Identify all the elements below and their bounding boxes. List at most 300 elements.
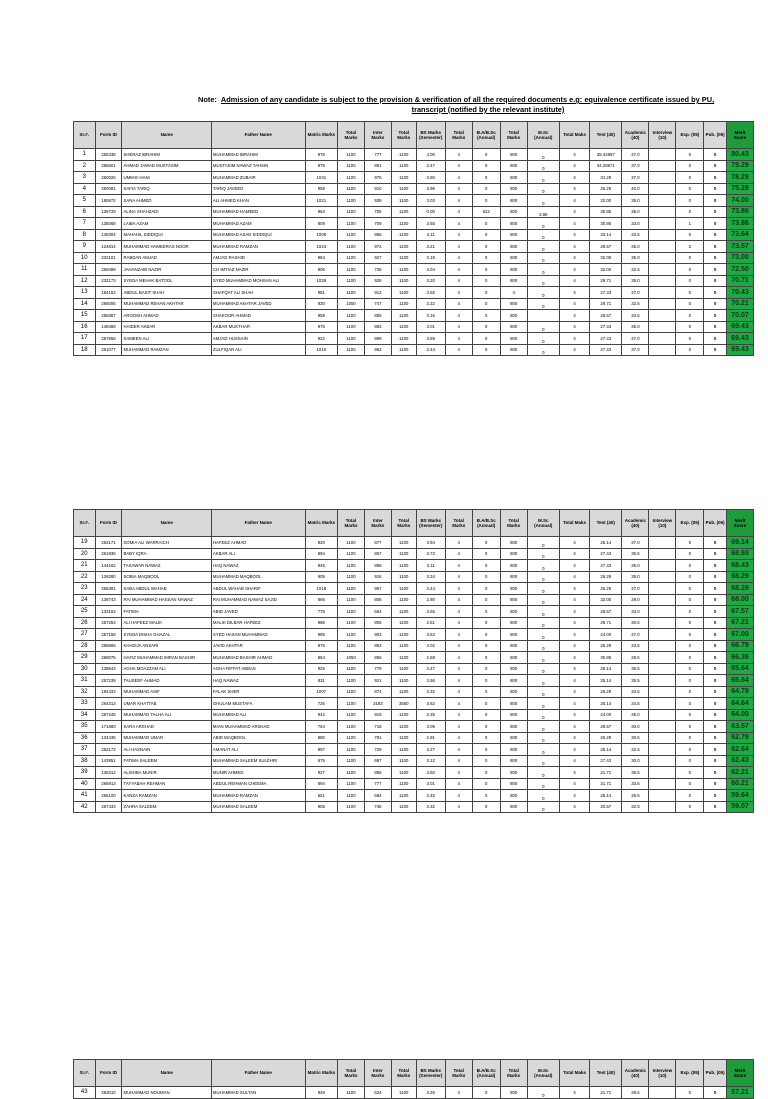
cell-exp: 0 [676,333,704,345]
cell-academic: 33.0 [622,606,649,618]
table-row [74,344,754,356]
cell-academic: 35.0 [622,571,649,583]
cell-msc: 0 [527,172,559,184]
cell-interview [649,548,676,560]
cell-matric-marks: 864 [305,652,337,664]
cell-matric-total: 1100 [338,640,365,652]
cell-pub: 0 [704,149,727,161]
cell-bs-marks: 3.69 [416,333,445,345]
cell-exp: 0 [676,310,704,322]
table-row [74,275,754,287]
cell-msc: 0 [527,287,559,299]
cell-father-name: HAQ NAWAZ [211,675,305,687]
cell-sr-no: 28 [74,640,96,652]
cell-matric-marks: 866 [305,594,337,606]
cell-inter-total: 1100 [391,744,416,756]
cell-exp: 0 [676,172,704,184]
cell-matric-marks: 1010 [305,344,337,356]
cell-academic: 28.5 [622,652,649,664]
cell-inter-marks: 927 [364,252,391,264]
cell-msc-total: 4 [559,229,589,241]
cell-ba-bsc: 0 [472,652,500,664]
cell-merit-score: 73.86 [726,206,753,218]
cell-pub: 0 [704,594,727,606]
cell-ba-total: 800 [500,732,527,744]
cell-merit-score: 65.64 [726,663,753,675]
cell-pub: 0 [704,183,727,195]
cell-merit-score: 64.00 [726,709,753,721]
cell-msc-total: 4 [559,640,589,652]
cell-inter-total: 1100 [391,229,416,241]
cell-msc: 0 [527,778,559,790]
cell-ba-total: 800 [500,594,527,606]
cell-test: 21.71 [590,767,622,779]
cell-form-id: 256391 [95,583,122,595]
column-header-sr-no: Sr.#. [74,122,96,149]
cell-interview [649,229,676,241]
cell-sr-no: 21 [74,560,96,572]
cell-matric-marks: 984 [305,252,337,264]
cell-msc-total: 4 [559,594,589,606]
cell-inter-marks: 755 [364,206,391,218]
column-header-interview: Interview (10) [649,122,676,149]
cell-name: TAYYABAH REHMAN [122,778,211,790]
cell-form-id: 171880 [95,721,122,733]
cell-sr-no: 6 [74,206,96,218]
cell-msc-total: 4 [559,149,589,161]
cell-test: 21.71 [590,778,622,790]
cell-inter-marks: 916 [364,571,391,583]
cell-name: RAI MUHAMMAD HASSAN NAWAZ [122,594,211,606]
cell-interview [649,252,676,264]
cell-matric-total: 1100 [338,264,365,276]
cell-interview [649,344,676,356]
cell-inter-total: 1100 [391,160,416,172]
cell-sr-no: 7 [74,218,96,230]
cell-academic: 33.5 [622,310,649,322]
column-header-matric-total: Total Marks [338,510,365,537]
cell-ba-bsc: 0 [472,617,500,629]
table-row [74,767,754,779]
cell-pub: 0 [704,560,727,572]
cell-ba-bsc: 0 [472,744,500,756]
cell-bs-marks: 3.44 [416,583,445,595]
cell-bs-marks: 3.50 [416,172,445,184]
cell-msc-total: 4 [559,663,589,675]
cell-msc-total: 4 [559,767,589,779]
cell-pub: 0 [704,537,727,549]
cell-academic: 37.0 [622,149,649,161]
cell-academic: 35.0 [622,206,649,218]
cell-exp: 0 [676,344,704,356]
cell-interview [649,183,676,195]
table-row [74,218,754,230]
cell-name: AGHA MOAZZAM ALI [122,663,211,675]
cell-form-id: 255601 [95,160,122,172]
cell-msc-total: 4 [559,675,589,687]
cell-matric-marks: 945 [305,560,337,572]
cell-exp: 0 [676,252,704,264]
cell-form-id: 255565 [95,640,122,652]
cell-matric-total: 1100 [338,206,365,218]
cell-bs-marks: 3.47 [416,663,445,675]
cell-matric-marks: 981 [305,287,337,299]
cell-inter-total: 1100 [391,617,416,629]
cell-pub: 0 [704,275,727,287]
admission-note [198,95,738,115]
cell-matric-total: 1100 [338,183,365,195]
column-header-form-id: Form ID [95,1060,122,1087]
cell-father-name: CH IMTIAZ NAZIR [211,264,305,276]
cell-exp: 0 [676,149,704,161]
cell-interview [649,287,676,299]
cell-msc: 0 [527,149,559,161]
cell-ba-bsc: 0 [472,767,500,779]
cell-interview [649,206,676,218]
cell-inter-total: 1100 [391,778,416,790]
cell-pub: 0 [704,663,727,675]
cell-academic: 37.0 [622,344,649,356]
cell-academic: 35.0 [622,321,649,333]
cell-ba-bsc: 0 [472,801,500,813]
table-row [74,172,754,184]
table-row [74,160,754,172]
column-header-matric-marks: Matric Marks [305,510,337,537]
cell-ba-bsc: 0 [472,264,500,276]
column-header-exp: Exp. (05) [676,122,704,149]
cell-name: ALINA SHAHZADI [122,206,211,218]
cell-sr-no: 5 [74,195,96,207]
cell-ba-total: 800 [500,606,527,618]
cell-inter-total: 1100 [391,206,416,218]
cell-pub: 0 [704,252,727,264]
column-header-pub: Pub. (05) [704,122,727,149]
cell-bs-total: 4 [445,709,472,721]
cell-form-id: 267433 [95,801,122,813]
cell-pub: 0 [704,298,727,310]
cell-merit-score: 75.29 [726,183,753,195]
cell-pub: 0 [704,287,727,299]
cell-test: 34.28571 [590,160,622,172]
cell-bs-marks: 2.81 [416,617,445,629]
table-row [74,310,754,322]
cell-test: 30.86 [590,218,622,230]
table-row [74,652,754,664]
cell-inter-total: 1100 [391,560,416,572]
column-header-ba-bsc: B.A/B.Sc (Annual) [472,510,500,537]
cell-form-id: 138743 [95,594,122,606]
cell-test: 26.29 [590,583,622,595]
cell-father-name: ZULFIQAR ALI [211,344,305,356]
cell-inter-total: 1100 [391,321,416,333]
cell-bs-total: 4 [445,583,472,595]
cell-sr-no: 42 [74,801,96,813]
cell-bs-total: 4 [445,640,472,652]
column-header-inter-marks: Inter Marks [364,122,391,149]
cell-msc: 0 [527,195,559,207]
cell-academic: 30.5 [622,617,649,629]
cell-father-name: SHAKOOR AHMAD [211,310,305,322]
cell-msc-total: 4 [559,571,589,583]
cell-matric-marks: 997 [305,744,337,756]
cell-inter-total: 1100 [391,790,416,802]
cell-name: ZAHRA SALEEM [122,801,211,813]
cell-merit-score: 68.93 [726,548,753,560]
table-row [74,583,754,595]
cell-exp: 0 [676,321,704,333]
cell-ba-total: 800 [500,149,527,161]
table-row [74,1087,754,1099]
cell-ba-total: 800 [500,790,527,802]
cell-ba-bsc: 0 [472,344,500,356]
cell-interview [649,310,676,322]
cell-father-name: MUHAMMAD BASHIR AHMAD [211,652,305,664]
cell-form-id: 194333 [95,686,122,698]
cell-pub: 0 [704,744,727,756]
cell-msc: 0 [527,617,559,629]
cell-test: 20.57 [590,801,622,813]
cell-sr-no: 1 [74,149,96,161]
cell-form-id: 262171 [95,537,122,549]
cell-father-name: ABID MAQBOOL [211,732,305,744]
cell-msc: 0 [527,548,559,560]
cell-msc: 0 [527,629,559,641]
column-header-msc-total: Total Maks [559,122,589,149]
column-header-academic: Academic (40) [622,122,649,149]
cell-academic: 32.5 [622,298,649,310]
cell-inter-marks: 867 [364,548,391,560]
cell-father-name: MUHAMMAD ALI [211,709,305,721]
cell-merit-score: 74.00 [726,195,753,207]
cell-father-name: MUHAMMAD RAMZAN [211,241,305,253]
cell-form-id: 133163 [95,606,122,618]
cell-test: 26.29 [590,732,622,744]
cell-name: MUHAMMAD NOUMAN [122,1087,211,1099]
cell-matric-marks: 849 [305,1087,337,1099]
cell-academic: 35.0 [622,275,649,287]
cell-test: 33.14 [590,229,622,241]
cell-inter-total: 1100 [391,241,416,253]
cell-test: 25.14 [590,537,622,549]
cell-academic: 35.5 [622,548,649,560]
table-row [74,721,754,733]
cell-msc-total: 4 [559,264,589,276]
cell-test: 24.00 [590,709,622,721]
cell-matric-marks: 1007 [305,686,337,698]
table-row [74,801,754,813]
cell-form-id: 257165 [95,629,122,641]
cell-test: 29.71 [590,617,622,629]
cell-ba-bsc: 0 [472,183,500,195]
cell-interview [649,172,676,184]
cell-inter-marks: 746 [364,801,391,813]
column-header-merit-score: Merit Score [726,510,753,537]
cell-name: AROOSH AHMAD [122,310,211,322]
column-header-exp: Exp. (05) [676,1060,704,1087]
cell-ba-total: 800 [500,778,527,790]
cell-bs-total: 4 [445,663,472,675]
cell-bs-total: 4 [445,767,472,779]
cell-msc: 0 [527,663,559,675]
cell-msc: 0 [527,698,559,710]
cell-bs-marks: 3.60 [416,767,445,779]
cell-ba-total: 800 [500,252,527,264]
cell-bs-total: 4 [445,183,472,195]
table-row [74,640,754,652]
cell-father-name: AMJAD HUSSAIN [211,333,305,345]
cell-pub: 0 [704,241,727,253]
cell-inter-marks: 866 [364,652,391,664]
cell-bs-total: 4 [445,241,472,253]
cell-sr-no: 31 [74,675,96,687]
cell-ba-total: 800 [500,548,527,560]
cell-msc-total: 4 [559,698,589,710]
cell-matric-marks: 651 [305,790,337,802]
cell-matric-marks: 820 [305,537,337,549]
column-header-inter-total: Total Marks [391,122,416,149]
column-header-interview: Interview (10) [649,1060,676,1087]
cell-name: MUHAMMAD UMAR [122,732,211,744]
cell-interview [649,767,676,779]
cell-msc: 0 [527,583,559,595]
cell-merit-score: 67.57 [726,606,753,618]
column-header-msc-total: Total Maks [559,510,589,537]
cell-inter-marks: 957 [364,583,391,595]
cell-ba-bsc: 0 [472,790,500,802]
cell-test: 35.42857 [590,149,622,161]
cell-merit-score: 68.43 [726,560,753,572]
cell-matric-total: 1100 [338,333,365,345]
cell-sr-no: 32 [74,686,96,698]
cell-ba-bsc: 522 [472,206,500,218]
cell-bs-total: 4 [445,195,472,207]
cell-bs-marks: 4.00 [416,149,445,161]
cell-msc-total: 4 [559,537,589,549]
cell-inter-marks: 855 [364,310,391,322]
cell-inter-total: 1100 [391,298,416,310]
table-row [74,744,754,756]
cell-matric-total: 1050 [338,652,365,664]
cell-ba-total: 800 [500,333,527,345]
cell-bs-marks: 3.62 [416,698,445,710]
cell-merit-score: 69.43 [726,321,753,333]
cell-sr-no: 16 [74,321,96,333]
cell-merit-score: 59.07 [726,801,753,813]
cell-inter-total: 1100 [391,537,416,549]
cell-matric-marks: 1024 [305,241,337,253]
cell-inter-total: 1100 [391,548,416,560]
cell-matric-marks: 1028 [305,275,337,287]
cell-test: 25.14 [590,744,622,756]
cell-form-id: 185972 [95,195,122,207]
table-row [74,790,754,802]
column-header-merit-score: Merit Score [726,122,753,149]
cell-ba-total: 800 [500,183,527,195]
cell-ba-total: 800 [500,298,527,310]
cell-pub: 0 [704,721,727,733]
cell-merit-score: 62.64 [726,744,753,756]
cell-matric-marks: 906 [305,264,337,276]
cell-pub: 0 [704,686,727,698]
table-row [74,241,754,253]
cell-exp: 0 [676,767,704,779]
cell-msc: 0 [527,241,559,253]
cell-academic: 32.5 [622,744,649,756]
cell-test: 26.29 [590,183,622,195]
cell-bs-total: 4 [445,732,472,744]
column-header-matric-marks: Matric Marks [305,1060,337,1087]
cell-ba-total: 800 [500,801,527,813]
cell-merit-score: 73.57 [726,241,753,253]
cell-name: TASAWAR NAWAZ [122,560,211,572]
cell-msc-total: 4 [559,744,589,756]
cell-matric-total: 1100 [338,606,365,618]
cell-merit-score: 66.79 [726,640,753,652]
cell-inter-total: 1100 [391,755,416,767]
cell-exp: 0 [676,606,704,618]
cell-msc: 0 [527,321,559,333]
cell-pub: 0 [704,617,727,629]
column-header-interview: Interview (10) [649,510,676,537]
cell-ba-total: 800 [500,537,527,549]
cell-sr-no: 8 [74,229,96,241]
cell-ba-total: 800 [500,241,527,253]
cell-msc-total: 4 [559,617,589,629]
cell-test: 26.29 [590,640,622,652]
cell-inter-total: 1100 [391,333,416,345]
cell-interview [649,686,676,698]
cell-inter-marks: 972 [364,241,391,253]
cell-bs-marks: 3.56 [416,675,445,687]
cell-bs-total: 4 [445,594,472,606]
cell-interview [649,721,676,733]
cell-interview [649,755,676,767]
cell-merit-score: 57.21 [726,1087,753,1099]
cell-matric-total: 1100 [338,160,365,172]
cell-academic: 30.0 [622,721,649,733]
cell-father-name: TARIQ JAVEED [211,183,305,195]
cell-interview [649,652,676,664]
cell-ba-total: 800 [500,698,527,710]
cell-inter-total: 1100 [391,172,416,184]
cell-inter-marks: 805 [364,617,391,629]
table-row [74,333,754,345]
cell-bs-marks: 3.16 [416,310,445,322]
cell-pub: 0 [704,172,727,184]
cell-inter-marks: 962 [364,344,391,356]
table-row [74,663,754,675]
cell-test: 26.29 [590,571,622,583]
cell-interview [649,744,676,756]
table-row [74,537,754,549]
cell-academic: 33.5 [622,778,649,790]
cell-inter-marks: 777 [364,778,391,790]
header-row [74,510,754,537]
cell-academic: 37.0 [622,629,649,641]
cell-interview [649,640,676,652]
cell-interview [649,675,676,687]
cell-form-id: 257655 [95,333,122,345]
cell-ba-total: 800 [500,617,527,629]
cell-sr-no: 3 [74,172,96,184]
cell-interview [649,321,676,333]
cell-test: 32.00 [590,195,622,207]
cell-sr-no: 30 [74,663,96,675]
cell-pub: 0 [704,1087,727,1099]
cell-merit-score: 64.64 [726,698,753,710]
cell-bs-total: 4 [445,229,472,241]
cell-matric-total: 1100 [338,149,365,161]
